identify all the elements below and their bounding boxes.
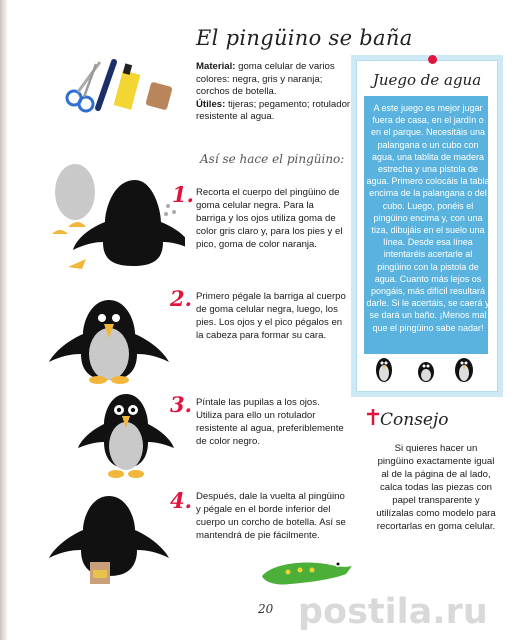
cross-icon <box>366 408 380 426</box>
step-2-text: Primero pégale la barriga al cuerpo de goma celular negra, luego, los pies. Los ojos y el pico pégalos en la cabeza para formar su cara. <box>196 291 346 341</box>
consejo-text: Si quieres hacer un pingüino exactamente igual al de la página de al lado, calca todas las piezas con papel transparente y utilízalas como modelo para recortarlas en goma celular. <box>376 443 496 532</box>
marker-icon <box>98 62 114 108</box>
utiles-text: tijeras; pegamento; rotulador resistente al agua. <box>196 98 351 123</box>
three-penguins-illustration <box>364 354 488 384</box>
crocodile-illustration <box>258 552 354 588</box>
watermark: postila.ru <box>298 592 488 632</box>
water-game-title: Juego de agua <box>372 71 482 89</box>
penguin-with-pupils-illustration <box>76 390 176 482</box>
penguin-pieces-illustration <box>40 162 185 280</box>
step-1-text: Recorta el cuerpo del pingüino de goma celular negra. Para la barriga y los ojos utiliza goma de color gris claro y, para los pies y el pico, goma de color naranja. <box>196 187 343 250</box>
step-3-number: 3. <box>170 392 192 417</box>
step-3-text: Píntale las pupilas a los ojos. Utiliza para ello un rotulador resistente al agua, preferiblemente de color negro. <box>196 397 344 447</box>
material-label: Material: <box>196 61 236 72</box>
penguin-assembled-illustration <box>44 296 174 386</box>
consejo-title: Consejo <box>380 410 449 430</box>
scissors-icon <box>67 62 100 111</box>
penguin-back-with-cork-illustration <box>44 490 174 586</box>
page-title: El pingüino se baña <box>196 26 413 50</box>
step-4-text: Después, dale la vuelta al pingüino y pégale en el borde inferior del cuerpo un corcho de botella. Así se mantendrá de pie fácilmente. <box>196 491 346 541</box>
pin-icon <box>428 55 437 64</box>
material-text: goma celular de varios colores: negra, gris y naranja; corchos de botella. <box>196 61 335 98</box>
instructions-subtitle: Así se hace el pingüino: <box>200 152 345 166</box>
step-1-number: 1. <box>172 182 194 207</box>
page-number: 20 <box>258 602 274 616</box>
glue-tube-icon <box>114 63 141 109</box>
utiles-label: Útiles: <box>196 98 226 110</box>
page-spine-shadow <box>0 0 8 640</box>
water-game-text: A este juego es mejor jugar fuera de casa, en el jardín o en el parque. Necesitáis una palangana o un cubo con agua, una tablita de madera estrecha y una pistola de agua. Primero colocáis la tabla encima de la palangana o del cubo. Luego, ponéis el pingüino encima y, con una tiza, dibujáis en el suelo una línea. Desde esa línea intentaréis acertarle al pingüino con la pistola de agua. Cuanto más lejos os pongáis, más difícil resultará darle. Si le acertáis, se caerá y se dará un baño. ¡Menos mal que el pingüino sabe nadar! <box>366 103 490 333</box>
materials-block <box>196 61 356 124</box>
step-2-number: 2. <box>170 286 192 311</box>
cork-icon <box>145 82 172 111</box>
tools-illustration <box>64 56 184 118</box>
step-4-number: 4. <box>170 488 192 513</box>
